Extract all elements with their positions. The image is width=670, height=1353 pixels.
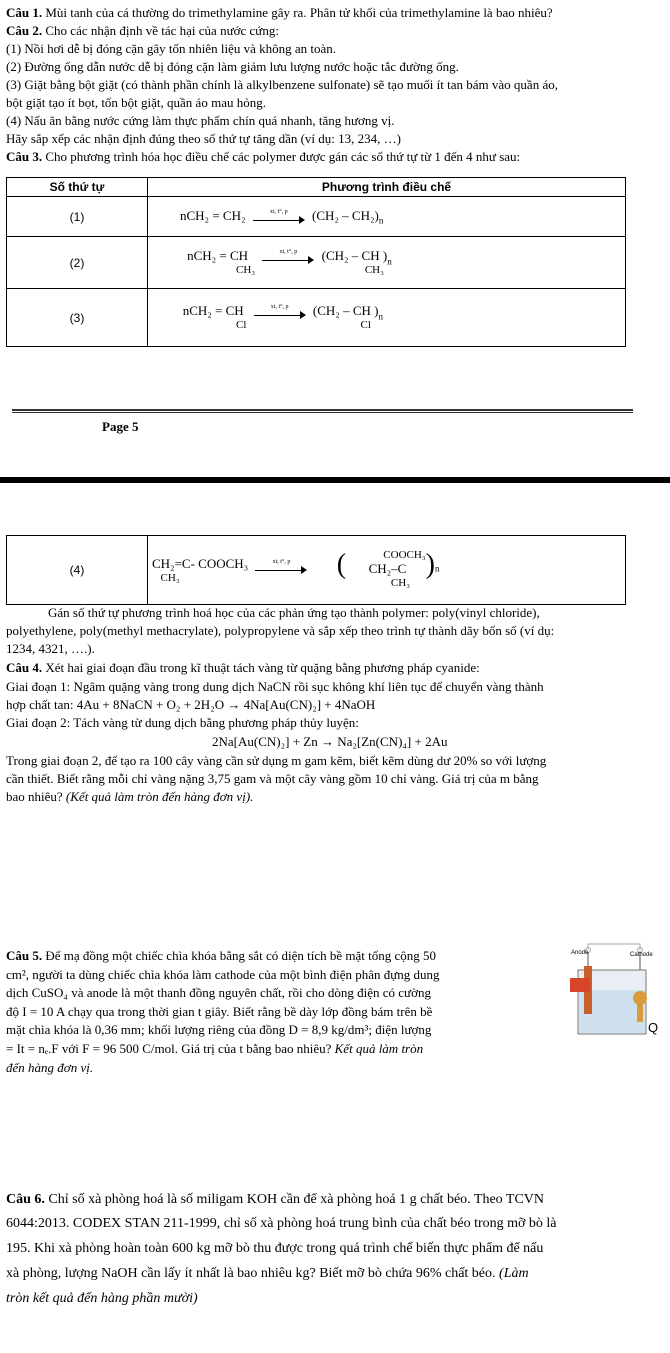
question-6-note-end: tròn kết quả đến hàng phần mười) (6, 1291, 198, 1306)
question-5-text (6, 1040, 423, 1057)
question-2-item: (4) Nấu ăn bằng nước cứng làm thực phẩm chín quá nhanh, tăng hương vị. (6, 113, 395, 128)
question-6 (6, 1191, 544, 1208)
monomer: nCH₂ = CH₂ (180, 208, 246, 224)
question-2-item: (3) Giặt bằng bột giặt (có thành phần chính là alkylbenzene sulfonate) sẽ tạo muối ít tan bám vào quần áo, (6, 77, 558, 92)
table-row (7, 237, 626, 289)
row-equation (148, 197, 626, 237)
question-6-text (6, 1265, 529, 1282)
question-4-text: Xét hai giai đoạn đầu trong kĩ thuật tách vàng từ quặng bằng phương pháp cyanide: (45, 660, 480, 675)
polymer-top-group: COOCH₃ (383, 548, 426, 561)
table-row (7, 289, 626, 347)
question-6-note: (Làm (499, 1266, 529, 1281)
monomer: nCH₂ = CH (187, 247, 249, 263)
question-3-text: Cho phương trình hóa học điều chế các polymer được gán các số thứ tự từ 1 đến 4 như sau: (45, 149, 521, 164)
reaction-conditions: xt, t°, p (272, 558, 291, 565)
question-4-text: Trong giai đoạn 2, để tạo ra 100 cây vàng cần sử dụng m gam kẽm, biết kẽm dùng dư 20% so với lượng (6, 753, 547, 768)
question-2-item: (2) Đường ống dẫn nước dễ bị đóng cặn làm giảm lưu lượng nước hoặc tắc đường ống. (6, 59, 459, 74)
question-3-task: polyethylene, poly(methyl methacrylate), polypropylene và sắp xếp theo trình tự thành dãy bốn số (ví dụ: (6, 623, 555, 638)
figure-q-label: Q (648, 1020, 659, 1035)
monomer-substituent: Cl (236, 318, 247, 331)
reaction-arrow (262, 248, 314, 265)
question-6-note (6, 1290, 198, 1307)
polymer-substituent: CH₃ (390, 576, 411, 589)
polymer: CH₂–C (368, 560, 407, 576)
row-number: (4) (7, 536, 148, 605)
question-6-text: Chỉ số xà phòng hoá là số miligam KOH cần để xà phòng hoá 1 g chất béo. Theo TCVN (48, 1192, 545, 1207)
monomer-substituent: CH₃ (236, 263, 256, 276)
question-1 (6, 4, 553, 21)
question-3-task: 1234, 4321, ….). (6, 641, 95, 656)
page-separator (0, 477, 670, 483)
reaction-conditions: xt, t°, p (270, 303, 289, 310)
monomer-substituent: CH₃ (160, 571, 180, 584)
polymer: (CH₂ – CH (312, 302, 371, 318)
polymer-n: n (378, 311, 383, 322)
table-row (7, 197, 626, 237)
question-5-text: độ I = 10 A chạy qua trong thời gian t giây. Biết rằng bề dày lớp đồng bám trên bề (6, 1004, 433, 1019)
question-4-stage1: Giai đoạn 1: Ngâm quặng vàng trong dung dịch NaCN rồi sục không khí liên tục để chuyển vàng thành (6, 679, 544, 694)
question-5 (6, 947, 436, 964)
question-4-text: cần thiết. Biết rằng mỗi chỉ vàng nặng 3,75 gam và một cây vàng gồm 10 chỉ vàng. Giá trị của m bằng (6, 771, 539, 786)
question-5-text: Để mạ đồng một chiếc chìa khóa bằng sắt có diện tích bề mặt tổng cộng 50 (45, 948, 436, 963)
footer-rule (12, 409, 633, 411)
question-5-text: = It = nₑ.F với F = 96 500 C/mol. Giá trị của t bằng bao nhiêu? (6, 1041, 332, 1056)
row-number: (3) (7, 289, 148, 347)
question-4-equation: 2Na[Au(CN)₂] + Zn → Na₂[Zn(CN)₄] + 2Au (212, 734, 448, 749)
monomer: nCH₂ = CH (182, 302, 244, 318)
question-4-note: (Kết quả làm tròn đến hàng đơn vị). (65, 789, 254, 804)
question-6-text: xà phòng, lượng NaOH cần lấy ít nhất là bao nhiêu kg? Biết mỡ bò chứa 96% chất béo. (6, 1266, 496, 1281)
cathode-label: Cathode (630, 952, 653, 958)
row-number: (1) (7, 197, 148, 237)
question-2-label: Câu 2. (6, 23, 43, 38)
question-3 (6, 148, 520, 165)
row-equation: nCH₂ = CH CH₃ xt, t°, p (CH₂ – CH ) $CH_3_n$ (148, 237, 626, 289)
polymer: (CH₂ – CH₂) (312, 208, 379, 224)
question-1-label: Câu 1. (6, 5, 43, 20)
question-5-text: mặt chìa khóa là 0,36 mm; khối lượng riêng của đồng D = 8,9 kg/dm³; điện lượng (6, 1022, 432, 1037)
reaction-arrow (255, 558, 307, 575)
question-4-stage2: Giai đoạn 2: Tách vàng từ dung dịch bằng phương pháp thủy luyện: (6, 715, 359, 730)
row-equation: CH₂=C- COOCH₃ CH₃ xt, t°, p ( COOCH₃ CH₂–C $CH_3)_n$ (148, 536, 626, 605)
question-1-text: Mùi tanh của cá thường do trimethylamine gây ra. Phân tử khối của trimethylamine là bao nhiêu? (45, 5, 553, 20)
polymer-n: n (387, 256, 392, 267)
question-4-label: Câu 4. (6, 660, 43, 675)
question-5-text: cm², người ta dùng chiếc chìa khóa làm cathode của một bình điện phân đựng dung (6, 967, 440, 982)
reaction-conditions: xt, t°, p (279, 248, 298, 255)
reaction-table (6, 177, 626, 347)
polymer-n: n (434, 563, 440, 574)
question-4-text (6, 788, 253, 805)
polymer: (CH₂ – CH (321, 247, 380, 263)
question-5-note: Kết quả làm tròn (334, 1041, 424, 1056)
question-2 (6, 22, 279, 39)
polymer-n: n (378, 216, 384, 227)
table-header-number: Số thứ tự (7, 178, 148, 197)
question-2-item: Hãy sắp xếp các nhận định đúng theo số thứ tự tăng dần (ví dụ: 13, 234, …) (6, 131, 401, 146)
reaction-arrow (254, 303, 306, 320)
table-header-equation: Phương trình điều chế (148, 178, 626, 197)
question-2-intro: Cho các nhận định về tác hại của nước cứng: (45, 23, 279, 38)
question-3-label: Câu 3. (6, 149, 43, 164)
question-6-label: Câu 6. (6, 1192, 45, 1207)
anode-label: Anode (571, 950, 589, 956)
footer-rule (12, 412, 633, 413)
row-number: (2) (7, 237, 148, 289)
question-2-item: bột giặt tạo ít bọt, tốn bột giặt, quần áo mau hỏng. (6, 95, 266, 110)
question-4 (6, 659, 480, 676)
question-6-text: 195. Khi xà phòng hoàn toàn 600 kg mỡ bò thu được trong quá trình chế biến thực phẩm để nấu (6, 1241, 544, 1256)
question-5-note-end: đến hàng đơn vị. (6, 1060, 94, 1075)
table-row (7, 536, 626, 605)
question-5-label: Câu 5. (6, 948, 43, 963)
question-3-task: Gán số thứ tự phương trình hoá học của các phản ứng tạo thành polymer: poly(vinyl chloride), (48, 605, 540, 620)
question-4-ask: bao nhiêu? (6, 789, 63, 804)
reaction-arrow (253, 208, 305, 225)
row-equation: nCH₂ = CH Cl xt, t°, p (CH₂ – CH ) $Cl_n$ (148, 289, 626, 347)
question-5-note (6, 1059, 93, 1076)
question-6-text: 6044:2013. CODEX STAN 211-1999, chỉ số xà phòng hoá trung bình của chất béo trong mỡ bò là (6, 1216, 557, 1231)
reaction-table-continued (6, 535, 626, 605)
polymer-substituent: Cl (360, 318, 371, 331)
polymer-substituent: CH₃ (364, 263, 384, 276)
reaction-conditions: xt, t°, p (269, 208, 288, 215)
monomer: CH₂=C- COOCH₃ (152, 555, 249, 571)
question-2-item: (1) Nồi hơi dễ bị đóng cặn gây tốn nhiên liệu và không an toàn. (6, 41, 336, 56)
page-number: Page 5 (102, 419, 139, 434)
question-4-stage1-equation: hợp chất tan: 4Au + 8NaCN + O₂ + 2H₂O → 4Na[Au(CN)₂] + 4NaOH (6, 697, 376, 712)
question-5-text: dịch CuSO₄ và anode là một thanh đồng nguyên chất, rồi cho dòng điện có cường (6, 985, 431, 1000)
